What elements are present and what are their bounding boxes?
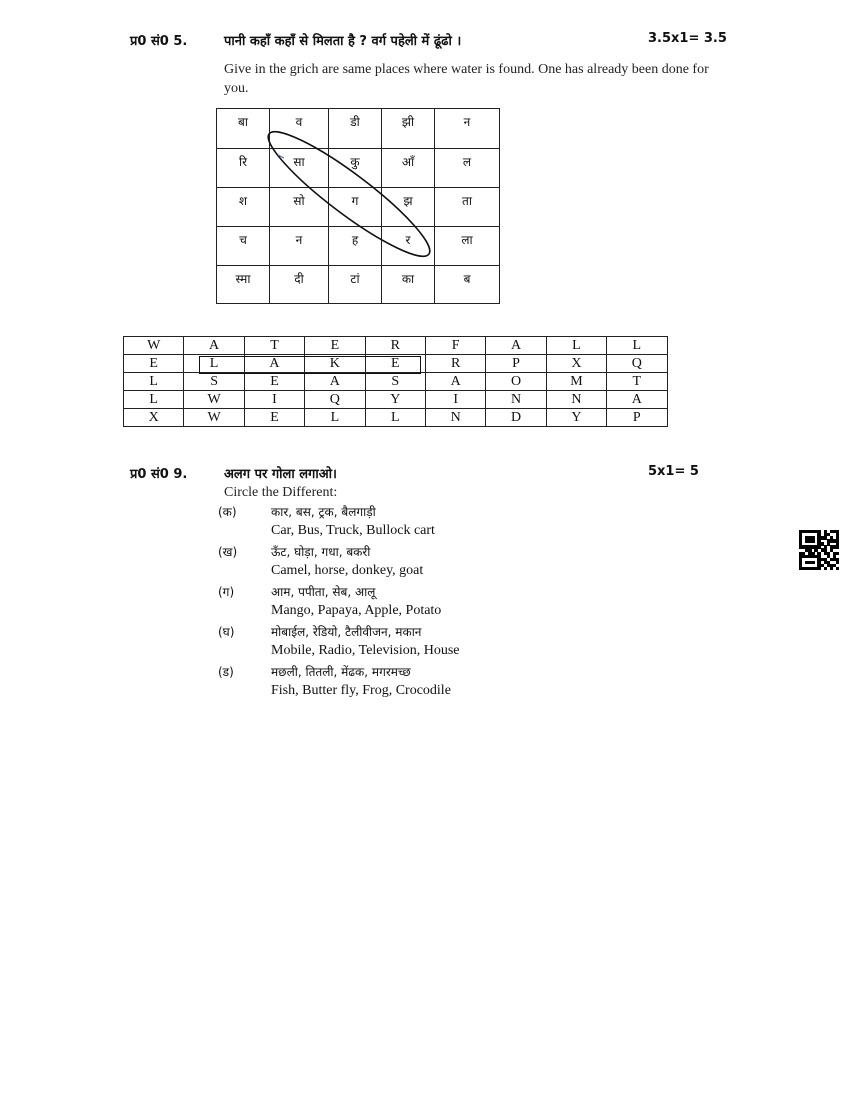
grid-cell: E [365, 355, 425, 373]
found-word-box [199, 356, 421, 374]
grid-cell: N [425, 409, 485, 427]
grid-cell: E [124, 355, 184, 373]
option-label: (घ) [218, 625, 235, 639]
grid-cell: W [184, 391, 244, 409]
grid-cell: आँ [382, 149, 435, 188]
grid-cell: टां [329, 266, 382, 304]
option-hindi: ऊँट, घोड़ा, गधा, बकरी [271, 545, 371, 559]
grid-cell: L [184, 355, 244, 373]
q9-number: प्र0 सं0 9. [130, 467, 188, 482]
grid-cell: झ [382, 188, 435, 227]
q5-title: पानी कहाँ कहाँ से मिलता है ? वर्ग पहेली में ढूंढो । [224, 34, 462, 49]
grid-cell: दी [270, 266, 329, 304]
option-hindi: आम, पपीता, सेब, आलू [271, 585, 376, 599]
grid-cell: M [546, 373, 606, 391]
grid-cell: सो [270, 188, 329, 227]
grid-cell: ब [435, 266, 500, 304]
grid-cell: Y [365, 391, 425, 409]
option-english: Mango, Papaya, Apple, Potato [271, 603, 442, 618]
grid-cell: L [365, 409, 425, 427]
option-hindi: मछली, तितली, मेंढक, मगरमच्छ [271, 665, 411, 679]
grid-cell: S [365, 373, 425, 391]
qr-code-icon [799, 530, 839, 570]
grid-cell: E [305, 337, 365, 355]
grid-cell: Y [546, 409, 606, 427]
option-english: Mobile, Radio, Television, House [271, 643, 460, 658]
grid-cell: P [486, 355, 546, 373]
grid-cell: Q [607, 355, 667, 373]
table-row [124, 373, 668, 391]
option-label: (ग) [218, 585, 235, 599]
grid-cell: I [244, 391, 304, 409]
grid-cell: डी [329, 109, 382, 149]
grid-cell: E [244, 409, 304, 427]
grid-cell: च [217, 227, 270, 266]
found-word-ellipse [216, 108, 500, 308]
option-english: Camel, horse, donkey, goat [271, 563, 424, 578]
grid-cell: D [486, 409, 546, 427]
grid-cell: I [425, 391, 485, 409]
q9-instruction: Circle the Different: [224, 485, 338, 500]
grid-cell: S [184, 373, 244, 391]
grid-cell: X [546, 355, 606, 373]
grid-cell: का [382, 266, 435, 304]
option-label: (क) [218, 505, 237, 519]
option-label: (ख) [218, 545, 238, 559]
grid-cell: A [184, 337, 244, 355]
grid-cell: A [305, 373, 365, 391]
grid-cell: र [382, 227, 435, 266]
grid-cell: N [546, 391, 606, 409]
grid-cell: बा [217, 109, 270, 149]
grid-cell: T [607, 373, 667, 391]
option-label: (ड) [218, 665, 234, 679]
q9-title: अलग पर गोला लगाओ। [224, 467, 337, 482]
q9-marks: 5x1= 5 [648, 464, 699, 479]
english-word-grid [123, 336, 668, 427]
grid-cell: न [270, 227, 329, 266]
q5-number: प्र0 सं0 5. [130, 34, 188, 49]
grid-cell: झी [382, 109, 435, 149]
grid-cell: व [270, 109, 329, 149]
grid-cell: ला [435, 227, 500, 266]
grid-cell: कु [329, 149, 382, 188]
grid-cell: E [244, 373, 304, 391]
grid-cell: F [425, 337, 485, 355]
table-row [124, 337, 668, 355]
grid-cell: N [486, 391, 546, 409]
grid-cell: न [435, 109, 500, 149]
grid-cell: R [365, 337, 425, 355]
grid-cell: L [124, 391, 184, 409]
option-hindi: मोबाईल, रेडियो, टैलीवीजन, मकान [271, 625, 422, 639]
grid-cell: श [217, 188, 270, 227]
grid-cell: L [607, 337, 667, 355]
grid-cell: K [305, 355, 365, 373]
grid-cell: L [305, 409, 365, 427]
grid-cell: A [607, 391, 667, 409]
grid-cell: ता [435, 188, 500, 227]
option-english: Fish, Butter fly, Frog, Crocodile [271, 683, 451, 698]
grid-cell: स्मा [217, 266, 270, 304]
grid-cell: A [425, 373, 485, 391]
grid-cell: A [244, 355, 304, 373]
grid-cell: A [486, 337, 546, 355]
grid-cell: W [124, 337, 184, 355]
grid-cell: R [425, 355, 485, 373]
q5-marks: 3.5x1= 3.5 [648, 31, 727, 46]
grid-cell: L [124, 373, 184, 391]
table-row [124, 391, 668, 409]
table-row [124, 409, 668, 427]
grid-cell: सा [270, 149, 329, 188]
q5-instruction: Give in the grich are same places where water is found. One has already been done for you. [224, 62, 709, 96]
grid-cell: X [124, 409, 184, 427]
option-hindi: कार, बस, ट्रक, बैलगाड़ी [271, 505, 376, 519]
grid-cell: T [244, 337, 304, 355]
grid-cell: ग [329, 188, 382, 227]
grid-cell: P [607, 409, 667, 427]
grid-cell: ल [435, 149, 500, 188]
grid-cell: ह [329, 227, 382, 266]
grid-cell: L [546, 337, 606, 355]
grid-cell: रि [217, 149, 270, 188]
grid-cell: O [486, 373, 546, 391]
grid-cell: W [184, 409, 244, 427]
grid-cell: Q [305, 391, 365, 409]
option-english: Car, Bus, Truck, Bullock cart [271, 523, 435, 538]
